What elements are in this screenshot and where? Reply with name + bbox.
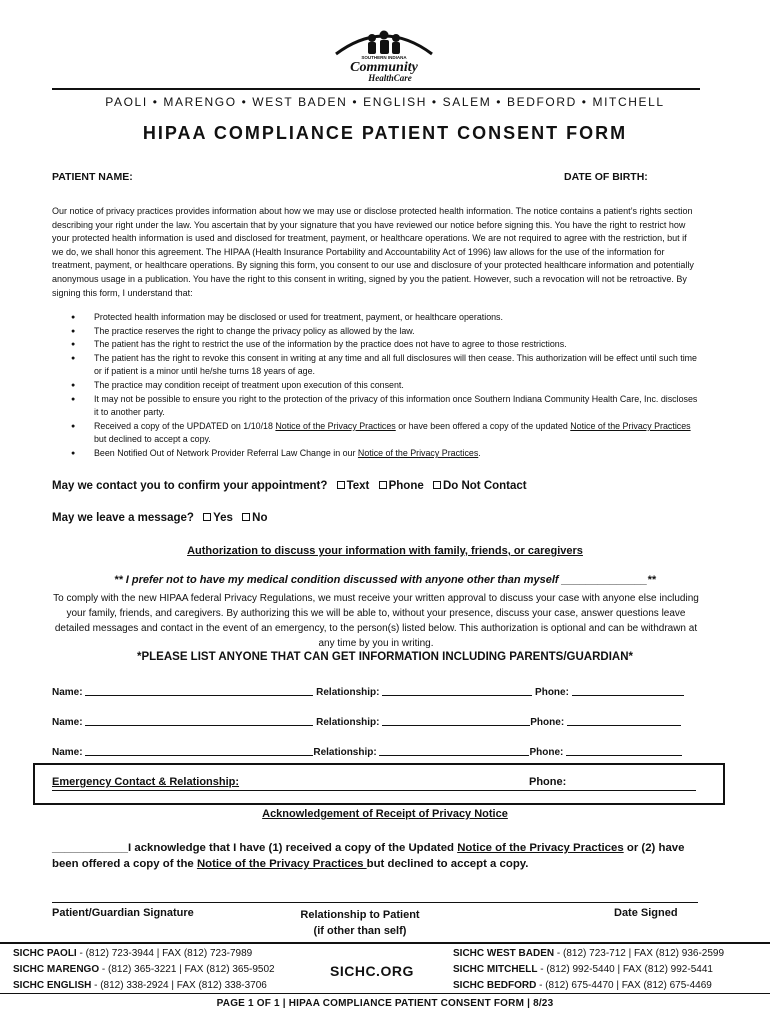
contact-question-label: May we contact you to confirm your appointment?	[52, 480, 328, 492]
prefer-not-statement: ** I prefer not to have my medical condition discussed with anyone other than myself ______________**	[114, 574, 656, 586]
privacy-notice-link: Notice of the Privacy Practices	[275, 420, 396, 431]
offices-left	[13, 946, 275, 994]
checkbox-text[interactable]	[337, 481, 345, 489]
organization-logo	[330, 24, 438, 84]
logo-graphic	[330, 24, 438, 84]
bullet-item: ● Protected health information may be disclosed or used for treatment, payment, or healthcare operations.	[52, 311, 700, 325]
locations-list: PAOLI • MARENGO • WEST BADEN • ENGLISH • SALEM • BEDFORD • MITCHELL	[105, 95, 665, 109]
page-title: HIPAA COMPLIANCE PATIENT CONSENT FORM	[142, 123, 628, 143]
relationship-field[interactable]	[379, 746, 529, 756]
acknowledgement-statement: ____________I acknowledge that I have (1) received a copy of the Updated Notice of the Privacy Practices or (2) have been offered a copy of the Notice of the Privacy Practices but declined to accept a copy.	[52, 842, 685, 870]
name-field[interactable]	[85, 716, 313, 726]
contact-question: May we contact you to confirm your appointment? Text Phone Do Not Contact	[52, 480, 527, 492]
bullet-item: ● Received a copy of the UPDATED on 1/10/18 Notice of the Privacy Practices or have been offered a copy of the updated Notice of the Privacy Practices but declined to accept a copy.	[52, 420, 700, 447]
checkbox-yes[interactable]	[203, 513, 211, 521]
authorization-paragraph: To comply with the new HIPAA federal Privacy Regulations, we must receive your written approval to discuss your case with anyone else including your family, friends, and caregivers. By authorizing this we will be able to, without your presence, discuss your case, answer questions leave detailed messages and contact in the event of an emergency, to the person(s) listed below. This authorization is optional and can be withdrawn at any time by you in writing.	[53, 593, 699, 649]
svg-text:SOUTHERN INDIANA: SOUTHERN INDIANA	[361, 55, 407, 60]
privacy-notice-link: Notice of the Privacy Practices	[570, 420, 691, 431]
acknowledgement-heading: Acknowledgement of Receipt of Privacy Notice	[262, 808, 508, 820]
footer-bottom-rule	[0, 993, 770, 994]
phone-field[interactable]	[572, 686, 684, 696]
svg-text:Community: Community	[350, 60, 418, 75]
header-rule	[52, 88, 700, 90]
office-line: SICHC PAOLI - (812) 723-3944 | FAX (812) 723-7989	[13, 948, 253, 959]
relationship-to-patient-label: Relationship to Patient (if other than self)	[300, 909, 420, 937]
name-field[interactable]	[85, 746, 313, 756]
privacy-notice-link: Notice of the Privacy Practices	[196, 858, 367, 870]
privacy-intro-paragraph: Our notice of privacy practices provides information about how we may use or disclose protected health information. The notice contains a patient’s rights section describing your right under the law. You ascertain that by your signature that you have reviewed our notice before signing this. You have the right to restrict how your protected health information is used and disclosed for treatment, payment, or healthcare operations. We are not required to agree with the restriction, but if we do, we shall honor this agreement. The HIPAA (Health Insurance Portability and Accountability Act of 1996) law allows for the use of the information for treatment, payment, or healthcare operations. By signing this form, you consent to our use and disclosure of your protected healthcare information and potentially anonymous usage in a publication. You have the right to this consent in writing, signed by you the patient. However, such a revocation will not be retroactive. By signing this form, I understand that:	[52, 206, 694, 298]
contact-row-1: Name: Relationship: Phone:	[52, 686, 684, 698]
contact-row-2: Name: Relationship: Phone:	[52, 716, 681, 728]
emergency-contact-field[interactable]	[52, 790, 696, 791]
authorization-heading: Authorization to discuss your information with family, friends, or caregivers	[187, 545, 583, 557]
relationship-field[interactable]	[382, 716, 530, 726]
phone-field[interactable]	[566, 746, 682, 756]
checkbox-no[interactable]	[242, 513, 250, 521]
contact-row-3: Name: Relationship: Phone:	[52, 746, 682, 758]
please-list-heading: *PLEASE LIST ANYONE THAT CAN GET INFORMATION INCLUDING PARENTS/GUARDIAN*	[137, 651, 633, 663]
emergency-phone-label: Phone:	[529, 776, 567, 788]
message-question-label: May we leave a message?	[52, 512, 194, 524]
message-question: May we leave a message? Yes No	[52, 512, 268, 524]
patient-signature-label: Patient/Guardian Signature	[52, 907, 194, 919]
privacy-notice-link: Notice of the Privacy Practices	[457, 842, 624, 854]
offices-right	[453, 946, 724, 994]
office-line: SICHC WEST BADEN - (812) 723-712 | FAX (812) 936-2599	[453, 948, 725, 959]
bullet-item: ● It may not be possible to ensure you right to the protection of the privacy of this information once Southern Indiana Community Health Care, Inc. discloses it to another party.	[52, 393, 700, 420]
office-line: SICHC BEDFORD - (812) 675-4470 | FAX (812) 675-4469	[453, 980, 712, 991]
office-line: SICHC ENGLISH - (812) 338-2924 | FAX (812) 338-3706	[13, 980, 267, 991]
svg-text:HealthCare: HealthCare	[368, 73, 412, 83]
checkbox-do-not-contact[interactable]	[433, 481, 441, 489]
name-field[interactable]	[85, 686, 313, 696]
date-of-birth-label: DATE OF BIRTH:	[564, 171, 648, 183]
office-line: SICHC MITCHELL - (812) 992-5440 | FAX (812) 992-5441	[453, 964, 713, 975]
bullet-item: ● The patient has the right to restrict the use of the information by the practice does not have to agree to those restrictions.	[52, 338, 700, 352]
footer-rule	[0, 942, 770, 944]
patient-name-label: PATIENT NAME:	[52, 171, 133, 183]
initials-field[interactable]: ____________	[52, 842, 129, 854]
signature-field[interactable]	[52, 902, 698, 903]
office-line: SICHC MARENGO - (812) 365-3221 | FAX (812) 365-9502	[13, 964, 275, 975]
privacy-notice-link: Notice of the Privacy Practices	[357, 447, 479, 458]
consent-bullet-list	[52, 311, 700, 461]
date-signed-label: Date Signed	[614, 907, 678, 919]
bullet-item: ● The patient has the right to revoke this consent in writing at any time and all full disclosures will then cease. This authorization will be effect until such time or if patient is a minor until he/she turns 18 years of age.	[52, 352, 700, 379]
bullet-item: ● The practice reserves the right to change the privacy policy as allowed by the law.	[52, 325, 700, 339]
checkbox-phone[interactable]	[379, 481, 387, 489]
phone-field[interactable]	[567, 716, 681, 726]
bullet-item: ● Been Notified Out of Network Provider Referral Law Change in our Notice of the Privacy Practices.	[52, 447, 700, 461]
relationship-field[interactable]	[382, 686, 532, 696]
website-link[interactable]: SICHC.ORG	[330, 963, 414, 979]
emergency-contact-label: Emergency Contact & Relationship:	[52, 776, 240, 788]
bullet-item: ● The practice may condition receipt of treatment upon execution of this consent.	[52, 379, 700, 393]
page-footer: PAGE 1 OF 1 | HIPAA COMPLIANCE PATIENT CONSENT FORM | 8/23	[216, 998, 554, 1009]
